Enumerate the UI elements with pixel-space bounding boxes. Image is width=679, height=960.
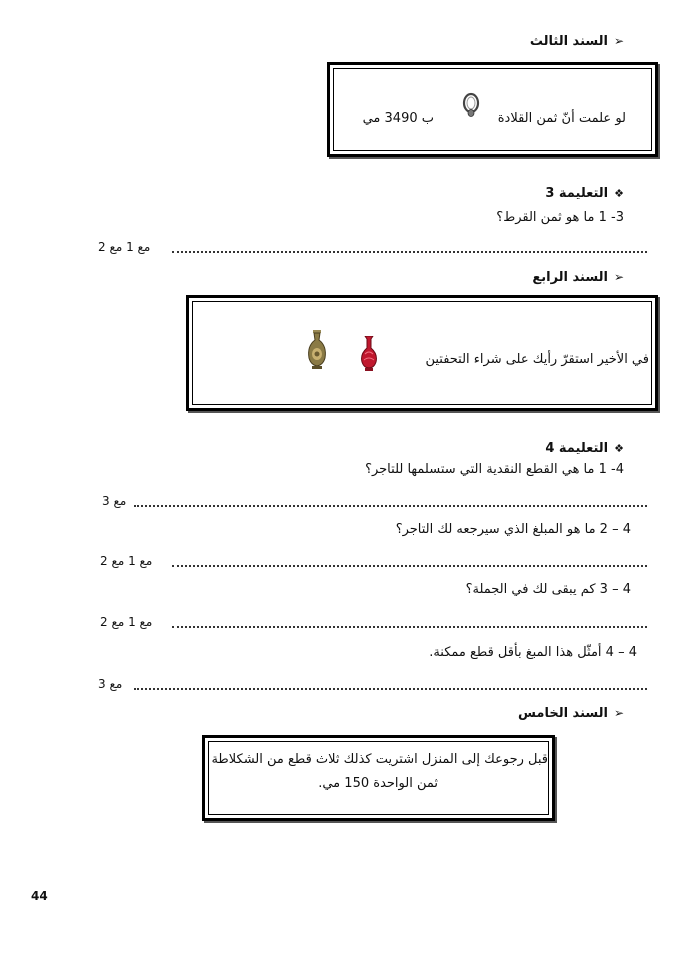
necklace-icon <box>461 92 481 118</box>
ta3lima4-q4: 4 – 4 أمثّل هذا المبغ بأقل قطع ممكنة. <box>429 645 637 660</box>
page-number: 44 <box>31 889 48 903</box>
ta3lima3-q1: 3- 1 ما هو ثمن القرط؟ <box>496 210 624 225</box>
sanad5-heading: ➢السند الخامس <box>518 706 624 721</box>
sanad5-line2: ثمن الواحدة 150 مي. <box>318 776 438 791</box>
answer-line-4-3[interactable] <box>172 626 647 628</box>
ta3lima4-q2: 4 – 2 ما هو المبلغ الذي سيرجعه لك التاجر؟ <box>395 522 631 537</box>
ta3lima3-heading: ❖التعليمة 3 <box>545 186 624 201</box>
arrow-bullet-icon: ➢ <box>613 270 624 284</box>
ta3lima3-q1-marks: مع 1 مع 2 <box>98 240 151 254</box>
diamond-bullet-icon: ❖ <box>614 187 624 200</box>
ta3lima4-q1: 4- 1 ما هي القطع النقدية التي ستسلمها للتاجر؟ <box>365 462 624 477</box>
ta3lima4-q2-marks: مع 1 مع 2 <box>100 554 153 568</box>
ta3lima4-q3-marks: مع 1 مع 2 <box>100 615 153 629</box>
sanad3-box <box>327 62 658 157</box>
gold-vase-icon <box>306 330 328 370</box>
ta3lima4-q4-marks: مع 3 <box>98 677 123 691</box>
answer-line-4-1[interactable] <box>134 505 647 507</box>
answer-line-4-2[interactable] <box>172 565 647 567</box>
sanad5-line1: قبل رجوعك إلى المنزل اشتريت كذلك ثلاث قطع من الشكلاطة <box>211 752 548 767</box>
sanad3-text-a: لو علمت أنّ ثمن القلادة <box>497 111 626 126</box>
answer-line-3-1[interactable] <box>172 251 647 253</box>
ta3lima4-q3: 4 – 3 كم يبقى لك في الجملة؟ <box>465 582 631 597</box>
sanad4-heading: ➢السند الرابع <box>532 270 624 285</box>
arrow-bullet-icon: ➢ <box>613 706 624 720</box>
red-vase-icon <box>359 336 379 372</box>
ta3lima4-q1-marks: مع 3 <box>102 494 127 508</box>
sanad3-text-b: ب 3490 مي <box>362 111 434 126</box>
arrow-bullet-icon: ➢ <box>613 34 624 48</box>
sanad3-heading: ➢السند الثالث <box>529 34 624 49</box>
diamond-bullet-icon: ❖ <box>614 442 624 455</box>
ta3lima4-heading: ❖التعليمة 4 <box>545 441 624 456</box>
sanad4-text: في الأخير استقرّ رأيك على شراء التحفتين <box>425 352 649 367</box>
answer-line-4-4[interactable] <box>134 688 647 690</box>
